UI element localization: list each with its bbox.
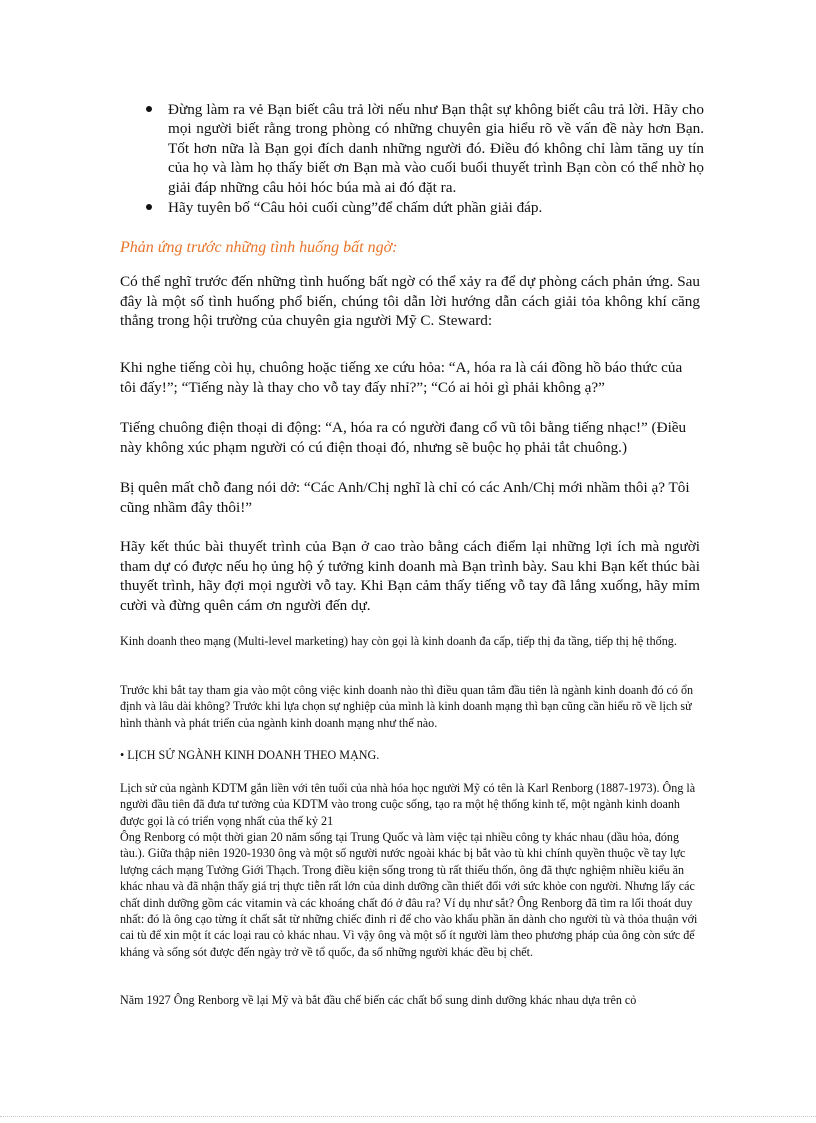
bullet-list (144, 100, 704, 217)
bullet-icon (146, 204, 152, 210)
bullet-icon (146, 106, 152, 112)
paragraph: Kinh doanh theo mạng (Multi-level marketing) hay còn gọi là kinh doanh đa cấp, tiếp thị đa tầng, tiếp thị hệ thống. (120, 634, 677, 648)
paragraph: Bị quên mất chỗ đang nói dở: “Các Anh/Chị nghĩ là chỉ có các Anh/Chị mới nhầm thôi ạ? Tôi cũng nhầm đây thôi!” (120, 479, 690, 516)
section-subheading: • LỊCH SỬ NGÀNH KINH DOANH THEO MẠNG. (120, 748, 380, 762)
list-item (144, 100, 704, 197)
list-item (144, 198, 704, 217)
paragraph: Tiếng chuông điện thoại di động: “A, hóa ra có người đang cổ vũ tôi bằng tiếng nhạc!” (Điều này không xúc phạm người có cú điện thoại đó, nhưng sẽ buộc họ phải tắt chuông.) (120, 419, 687, 456)
paragraph: Có thể nghĩ trước đến những tình huống bất ngờ có thể xảy ra để dự phòng cách phản ứng. Sau đây là một số tình huống phổ biến, chúng tôi dẫn lời hướng dẫn cách giải tỏa không khí căng thẳng trong hội trường của chuyên gia người Mỹ C. Steward: (120, 273, 700, 330)
paragraph: Ông Renborg có một thời gian 20 năm sống tại Trung Quốc và làm việc tại nhiều công ty khác nhau (dầu hỏa, đóng tàu.). Giữa thập niên 1920-1930 ông và một số người nước ngoài khác bị bắt vào tù khi chính quyền thuộc về tay lực lượng cách mạng Tưởng Giới Thạch. Trong điều kiện sống trong tù rất thiếu thốn, ông đã thực nghiệm nhiều kiểu ăn khác nhau và đã nhận thấy giá trị thực tiễn rất lớn của dinh dưỡng cần thiết đối với sức khỏe con người. Nhưng lấy các chất dinh dưỡng gồm các vitamin và các khoáng chất đó ở đâu ra? Ví dụ như sắt? Ông Renborg đã tìm ra lối thoát duy nhất: đó là ông cạo từng ít chất sắt từ những chiếc đinh rỉ để cho vào khẩu phần ăn dành cho người tù và thỏa thuận với cai tù để xin một ít các loại rau cỏ khác nhau. Vì vậy ông và một số ít người làm theo phương pháp của ông còn sức để kháng và sống sót được đến ngày trở về tổ quốc, đa số những người khác đều bị chết. (120, 830, 698, 959)
paragraph: Trước khi bắt tay tham gia vào một công việc kinh doanh nào thì điều quan tâm đầu tiên là ngành kinh doanh đó có ổn định và lâu dài không? Trước khi lựa chọn sự nghiệp của mình là kinh doanh mạng thì bạn cũng cần hiểu rõ về lịch sử hình thành và phát triển của ngành kinh doanh mạng như thế nào. (120, 683, 694, 730)
section-heading: Phản ứng trước những tình huống bất ngờ: (120, 239, 398, 256)
page-divider (0, 1116, 816, 1117)
paragraph: Hãy kết thúc bài thuyết trình của Bạn ở cao trào bằng cách điểm lại những lợi ích mà người tham dự có được nếu họ ủng hộ ý tưởng kinh doanh mà Bạn trình bày. Sau khi Bạn kết thúc bài thuyết trình, hãy đợi mọi người vỗ tay. Khi Bạn cảm thấy tiếng vỗ tay đã lắng xuống, hãy mỉm cười và đừng quên cám ơn người đến dự. (120, 538, 700, 614)
paragraph: Lịch sử của ngành KDTM gắn liền với tên tuổi của nhà hóa học người Mỹ có tên là Karl Renborg (1887-1973). Ông là người đầu tiên đã đưa tư tưởng của KDTM vào trong cuộc sống, tạo ra một hệ thống kinh tế, một ngành kinh doanh được gọi là có triển vọng nhất của thế kỷ 21 (120, 781, 696, 828)
paragraph: Năm 1927 Ông Renborg về lại Mỹ và bắt đầu chế biến các chất bổ sung dinh dưỡng khác nhau dựa trên cỏ (120, 993, 637, 1007)
bullet-text: Hãy tuyên bố “Câu hỏi cuối cùng”để chấm dứt phần giải đáp. (168, 199, 543, 217)
paragraph: Khi nghe tiếng còi hụ, chuông hoặc tiếng xe cứu hỏa: “A, hóa ra là cái đồng hồ báo thức của tôi đấy!”; “Tiếng này là thay cho vỗ tay đấy nhỉ?”; “Có ai hỏi gì phải không ạ?” (120, 359, 683, 396)
bullet-text: Đừng làm ra vẻ Bạn biết câu trả lời nếu như Bạn thật sự không biết câu trả lời. Hãy cho mọi người biết rằng trong phòng có những chuyên gia hiểu rõ về vấn đề này hơn Bạn. Tốt hơn nữa là Bạn gọi đích danh những người đó. Điều đó không chỉ làm tăng uy tín của họ và làm họ thấy biết ơn Bạn mà vào cuối buổi thuyết trình Bạn còn có thể nhờ họ giải đáp những câu hỏi hóc búa mà ai đó đặt ra. (168, 101, 704, 196)
